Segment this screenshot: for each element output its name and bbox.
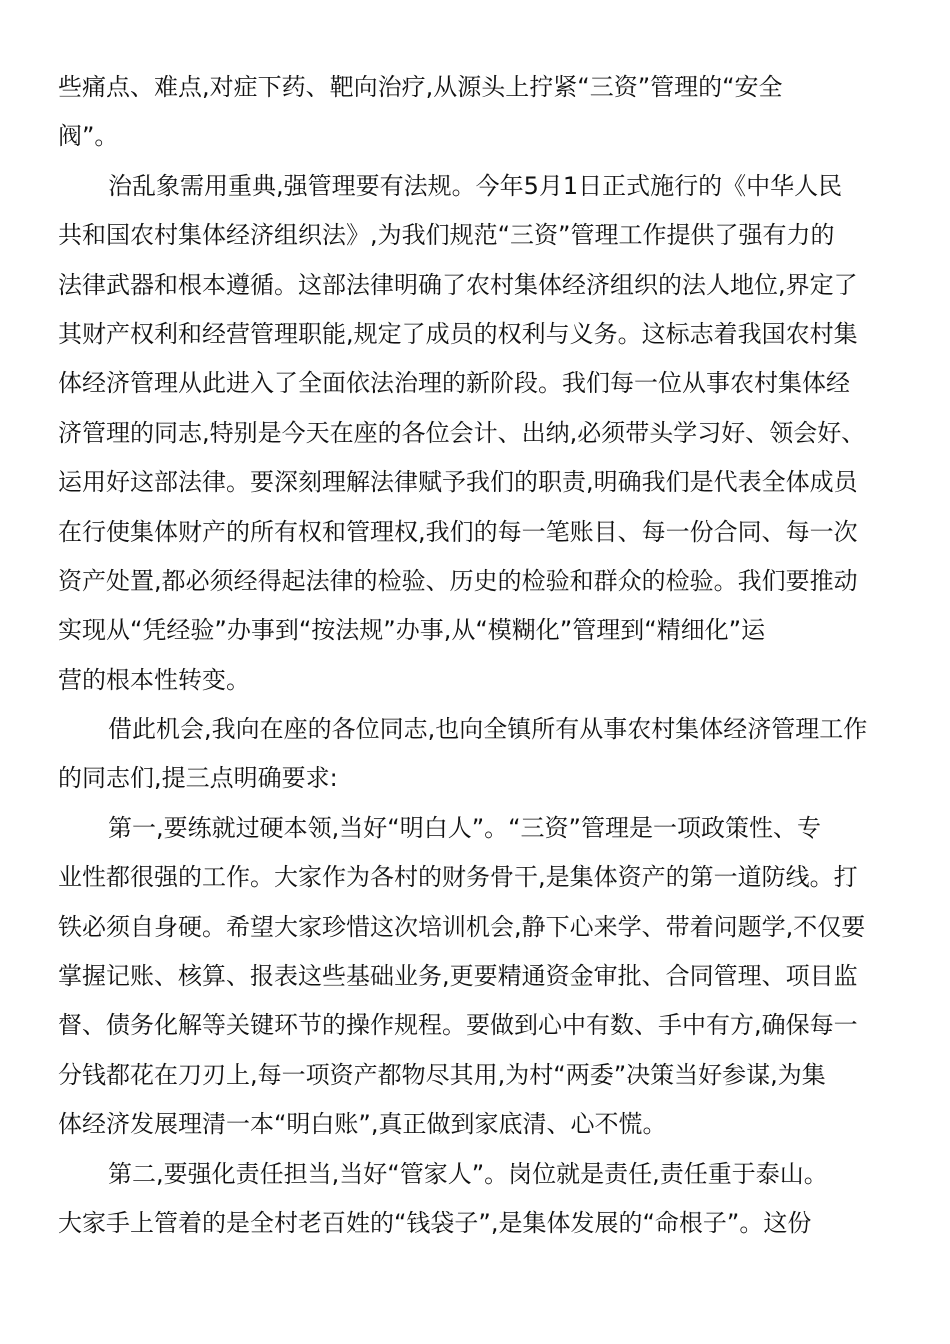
- text-line: 业性都很强的工作。大家作为各村的财务骨干,是集体资产的第一道防线。打: [58, 863, 858, 892]
- text-line: 实现从“凭经验”办事到“按法规”办事,从“模糊化”管理到“精细化”运: [58, 616, 766, 645]
- text-line: 运用好这部法律。要深刻理解法律赋予我们的职责,明确我们是代表全体成员: [58, 468, 858, 497]
- text-line: 资产处置,都必须经得起法律的检验、历史的检验和群众的检验。我们要推动: [58, 566, 858, 595]
- text-line: 些痛点、难点,对症下药、靶向治疗,从源头上拧紧“三资”管理的“安全: [58, 73, 783, 101]
- text-line: 掌握记账、核算、报表这些基础业务,更要精通资金审批、合同管理、项目监: [58, 962, 858, 991]
- body-text: [58, 63, 896, 1248]
- text-line: 铁必须自身硬。希望大家珍惜这次培训机会,静下心来学、带着问题学,不仅要: [58, 912, 866, 941]
- paragraph-first-line: 治乱象需用重典,强管理要有法规。今年5月1日正式施行的《中华人民: [108, 171, 843, 200]
- paragraph-first-line: 第二,要强化责任担当,当好“管家人”。岗位就是责任,责任重于泰山。: [108, 1159, 828, 1188]
- text-line: 阀”。: [58, 122, 119, 151]
- text-line: 体经济管理从此进入了全面依法治理的新阶段。我们每一位从事农村集体经: [58, 369, 850, 398]
- text-line: 分钱都花在刀刃上,每一项资产都物尽其用,为村“两委”决策当好参谋,为集: [58, 1060, 826, 1089]
- text-line: 在行使集体财产的所有权和管理权,我们的每一笔账目、每一份合同、每一次: [58, 517, 858, 546]
- text-line: 共和国农村集体经济组织法》,为我们规范“三资”管理工作提供了强有力的: [58, 221, 835, 250]
- text-line: 法律武器和根本遵循。这部法律明确了农村集体经济组织的法人地位,界定了: [58, 270, 858, 299]
- paragraph-first-line: 第一,要练就过硬本领,当好“明白人”。“三资”管理是一项政策性、专: [108, 813, 821, 842]
- text-line: 营的根本性转变。: [58, 665, 250, 694]
- text-line: 的同志们,提三点明确要求:: [58, 764, 338, 793]
- text-line: 督、债务化解等关键环节的操作规程。要做到心中有数、手中有方,确保每一: [58, 1011, 858, 1040]
- text-line: 大家手上管着的是全村老百姓的“钱袋子”,是集体发展的“命根子”。这份: [58, 1208, 812, 1237]
- text-line: 其财产权利和经营管理职能,规定了成员的权利与义务。这标志着我国农村集: [58, 319, 858, 348]
- text-line: 体经济发展理清一本“明白账”,真正做到家底清、心不慌。: [58, 1110, 667, 1139]
- paragraph-first-line: 借此机会,我向在座的各位同志,也向全镇所有从事农村集体经济管理工作: [108, 715, 868, 744]
- text-line: 济管理的同志,特别是今天在座的各位会计、出纳,必须带头学习好、领会好、: [58, 418, 866, 447]
